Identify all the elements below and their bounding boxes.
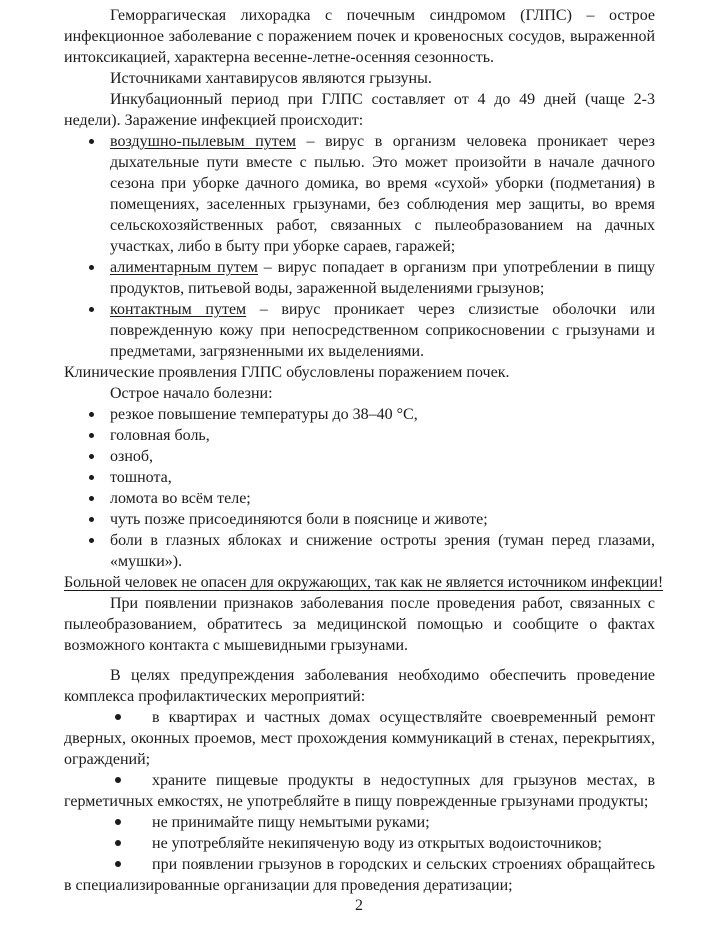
list-item-prevention <box>64 770 655 812</box>
bullet-icon <box>89 475 94 480</box>
route-description: – вирус попадает в организм при употреблении в пищу продуктов, питьевой воды, зараженной выделениями грызунов; <box>110 259 655 297</box>
bullet-icon <box>89 139 94 144</box>
prevention-text: храните пищевые продукты в недоступных для грызунов местах, в герметичных емкостях, не употребляйте в пищу поврежденные грызунами продукты; <box>64 772 655 810</box>
warning-statement: Больной человек не опасен для окружающих, так как не является источником инфекции! <box>64 574 664 591</box>
paragraph-advice: При появлении признаков заболевания после проведения работ, связанных с пылеобразованием, обратитесь за медицинской помощью и сообщите о фактах возможного контакта с мышевидными грызунами. <box>64 595 655 654</box>
transmission-routes-list <box>64 131 655 362</box>
list-item-contact-route <box>110 299 655 362</box>
bullet-icon <box>89 496 94 501</box>
list-item-symptom <box>110 425 655 446</box>
list-item-prevention <box>64 833 655 854</box>
list-item-alimentary-route <box>110 257 655 299</box>
symptoms-list <box>64 404 655 572</box>
paragraph-sources: Источниками хантавирусов являются грызуны. <box>110 70 432 87</box>
route-term: воздушно-пылевым путем <box>110 133 296 150</box>
paragraph-intro: Геморрагическая лихорадка с почечным синдромом (ГЛПС) – острое инфекционное заболевание с поражением почек и кровеносных сосудов, выраженной интоксикацией, характерна весенне-летне-осенняя сезонность. <box>64 7 655 66</box>
page-number: 2 <box>355 897 363 914</box>
route-description: – вирус в организм человека проникает через дыхательные пути вместе с пылью. Это может произойти в начале дачного сезона при уборке дачного домика, во время «сухой» уборки (подметания) в помещениях, заселенных грызунами, без соблюдения мер защиты, во время сельскохозяйственных работ, связанных с пылеобразованием на дачных участках, либо в быту при уборке сараев, гаражей; <box>110 133 656 255</box>
route-description: – вирус проникает через слизистые оболочки или поврежденную кожу при непосредственном соприкосновении с грызунами и предметами, загрязненными их выделениями. <box>110 301 655 360</box>
bullet-icon <box>89 454 94 459</box>
bullet-icon <box>89 517 94 522</box>
symptom-text: чуть позже присоединяются боли в пояснице и животе; <box>110 511 488 528</box>
route-term: алиментарным путем <box>110 259 258 276</box>
list-item-prevention <box>64 707 655 770</box>
symptom-text: резкое повышение температуры до 38–40 °С, <box>110 406 418 423</box>
bullet-icon <box>115 861 121 867</box>
list-item-symptom <box>110 404 655 425</box>
paragraph-clinical: Клинические проявления ГЛПС обусловлены поражением почек. <box>64 364 510 381</box>
list-item-prevention <box>64 812 655 833</box>
bullet-icon <box>89 538 94 543</box>
list-item-airborne-route <box>110 131 655 257</box>
bullet-icon <box>89 265 94 270</box>
bullet-icon <box>115 819 121 825</box>
prevention-text: в квартирах и частных домах осуществляйте своевременный ремонт дверных, оконных проемов, мест прохождения коммуникаций в стенах, перекрытиях, ограждений; <box>64 709 655 768</box>
symptom-text: озноб, <box>110 448 154 465</box>
bullet-icon <box>89 433 94 438</box>
symptom-text: ломота во всём теле; <box>110 490 251 507</box>
list-item-symptom <box>110 488 655 509</box>
bullet-icon <box>115 714 121 720</box>
paragraph-prevention-intro: В целях предупреждения заболевания необходимо обеспечить проведение комплекса профилактических мероприятий: <box>64 667 655 705</box>
prevention-measures-list <box>64 707 655 896</box>
bullet-icon <box>89 412 94 417</box>
list-item-symptom <box>110 446 655 467</box>
prevention-text: при появлении грызунов в городских и сельских строениях обращайтесь в специализированные организации для проведения дератизации; <box>64 856 655 894</box>
paragraph-onset: Острое начало болезни: <box>110 385 273 402</box>
route-term: контактным путем <box>110 301 247 318</box>
list-item-symptom <box>110 467 655 488</box>
prevention-text: не употребляйте некипяченую воду из открытых водоисточников; <box>152 835 602 852</box>
symptom-text: головная боль, <box>110 427 210 444</box>
symptom-text: тошнота, <box>110 469 172 486</box>
bullet-icon <box>115 777 121 783</box>
bullet-icon <box>115 840 121 846</box>
list-item-prevention <box>64 854 655 896</box>
bullet-icon <box>89 307 94 312</box>
prevention-text: не принимайте пищу немытыми руками; <box>152 814 430 831</box>
list-item-symptom <box>110 530 655 572</box>
list-item-symptom <box>110 509 655 530</box>
symptom-text: боли в глазных яблоках и снижение остроты зрения (туман перед глазами, «мушки»). <box>110 532 655 570</box>
paragraph-incubation: Инкубационный период при ГЛПС составляет от 4 до 49 дней (чаще 2-3 недели). Заражение инфекцией происходит: <box>64 91 655 129</box>
